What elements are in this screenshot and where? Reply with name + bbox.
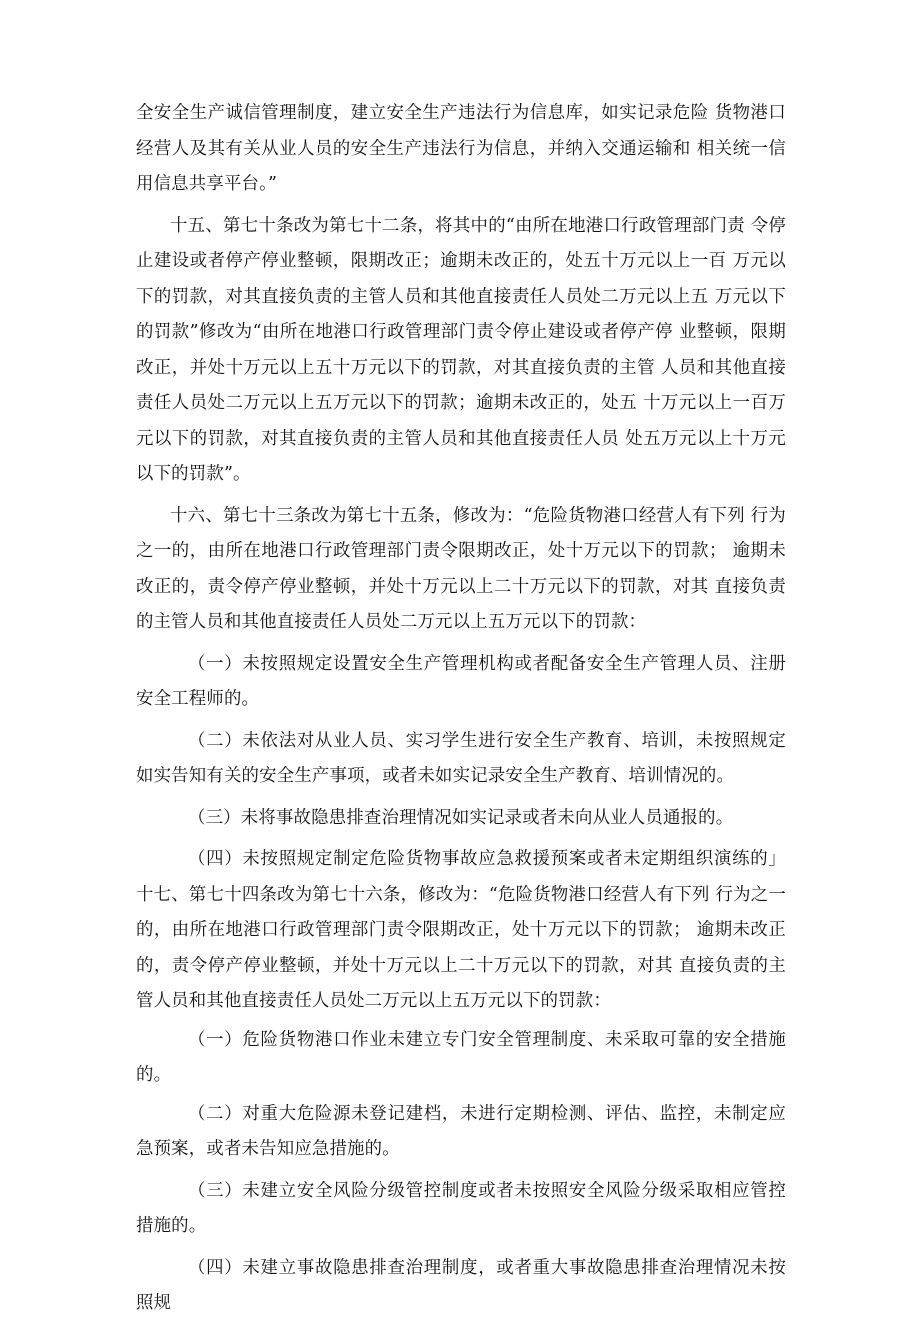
- paragraph-article-17-item-4: （四）未建立事故隐患排查治理制度，或者重大事故隐患排查治理情况未按 照规: [136, 1257, 786, 1313]
- paragraph-article-16-item-2: （二）未依法对从业人员、实习学生进行安全生产教育、培训，未按照规定 如实告知有关的安全生产事项，或者未如实记录安全生产教育、培训情况的。: [136, 730, 786, 786]
- paragraph-article-17-item-2: （二）对重大危险源未登记建档，未进行定期检测、评估、监控，未制定应 急预案，或者未告知应急措施的。: [136, 1103, 786, 1159]
- paragraph-article-16-item-4-and-article-17: （四）未按照规定制定危险货物事故应急救援预案或者未定期组织演练的」 十七、第七十四条改为第七十六条，修改为：“危险货物港口经营人有下列 行为之一的，由所在地港口行政管理部门责令限期改正，处十万元以下的罚款； 逾期未改正的，责令停产停业整顿，并处十万元以上二十万元以下的罚款，对其 直接负责的主管人员和其他直接责任人员处二万元以上五万元以下的罚款：: [136, 849, 786, 1011]
- paragraph-article-16-item-1: （一）未按照规定设置安全生产管理机构或者配备安全生产管理人员、注册 安全工程师的。: [136, 653, 786, 709]
- paragraph-article-17-item-3: （三）未建立安全风险分级管控制度或者未按照安全风险分级采取相应管控 措施的。: [136, 1180, 786, 1236]
- document-body: [136, 96, 786, 1322]
- paragraph-article-16-item-3: （三）未将事故隐患排查治理情况如实记录或者未向从业人员通报的。: [188, 807, 734, 828]
- paragraph-article-16: 十六、第七十三条改为第七十五条，修改为：“危险货物港口经营人有下列 行为之一的，由所在地港口行政管理部门责令限期改正，处十万元以下的罚款； 逾期未改正的，责令停产停业整顿，并处十万元以上二十万元以下的罚款，对其 直接负责的主管人员和其他直接责任人员处二万元以上五万元以下的罚款：: [136, 505, 786, 632]
- paragraph-article-15: 十五、第七十条改为第七十二条，将其中的“由所在地港口行政管理部门责 令停止建设或者停产停业整顿，限期改正；逾期未改正的，处五十万元以上一百 万元以下的罚款，对其直接负责的主管人员和其他直接责任人员处二万元以上五 万元以下的罚款”修改为“由所在地港口行政管理部门责令停止建设或者停产停 业整顿，限期改正，并处十万元以上五十万元以下的罚款，对其直接负责的主管 人员和其他直接责任人员处二万元以上五万元以下的罚款；逾期未改正的，处五 十万元以上一百万元以下的罚款，对其直接负责的主管人员和其他直接责任人员 处五万元以上十万元以下的罚款”。: [136, 215, 786, 484]
- paragraph-article-17-item-1: （一）危险货物港口作业未建立专门安全管理制度、未采取可靠的安全措施 的。: [136, 1029, 786, 1085]
- paragraph-credit-system: 全安全生产诚信管理制度，建立安全生产违法行为信息库，如实记录危险 货物港口经营人及其有关从业人员的安全生产违法行为信息，并纳入交通运输和 相关统一信用信息共享平台。”: [136, 103, 786, 194]
